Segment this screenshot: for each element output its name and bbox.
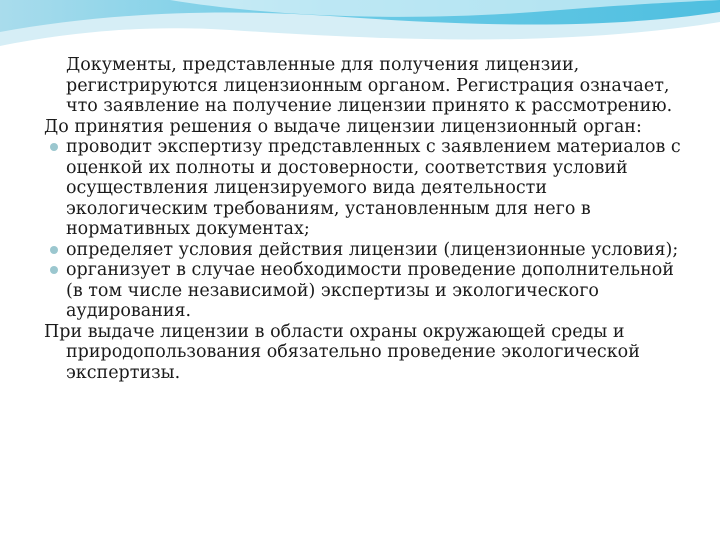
bullet-dot-icon: [50, 143, 58, 151]
bullet-text: проводит экспертизу представленных с заявлением материалов с оценкой их полноты и достоверности, соответствия условий осуществления лицензируемого вида деятельности экологическим требованиям, установленным для него в нормативных документах;: [66, 137, 681, 239]
slide-body: [44, 55, 684, 383]
bullet-item: [44, 260, 684, 322]
bullet-item: [44, 240, 684, 261]
bullet-dot-icon: [50, 266, 58, 274]
intro-paragraph: Документы, представленные для получения лицензии, регистрируются лицензионным органом. Регистрация означает, что заявление на получение лицензии принято к рассмотрению.: [66, 55, 673, 116]
bullet-item: [44, 137, 684, 240]
bullet-text: организует в случае необходимости проведение дополнительной (в том числе независимой) экспертизы и экологического аудирования.: [66, 260, 674, 321]
bullet-dot-icon: [50, 246, 58, 254]
bullet-text: определяет условия действия лицензии (лицензионные условия);: [66, 239, 679, 260]
closing-paragraph: При выдаче лицензии в области охраны окружающей среды и природопользования обязательно проведение экологической экспертизы.: [44, 321, 640, 383]
lead-paragraph: До принятия решения о выдаче лицензии лицензионный орган:: [44, 116, 642, 137]
